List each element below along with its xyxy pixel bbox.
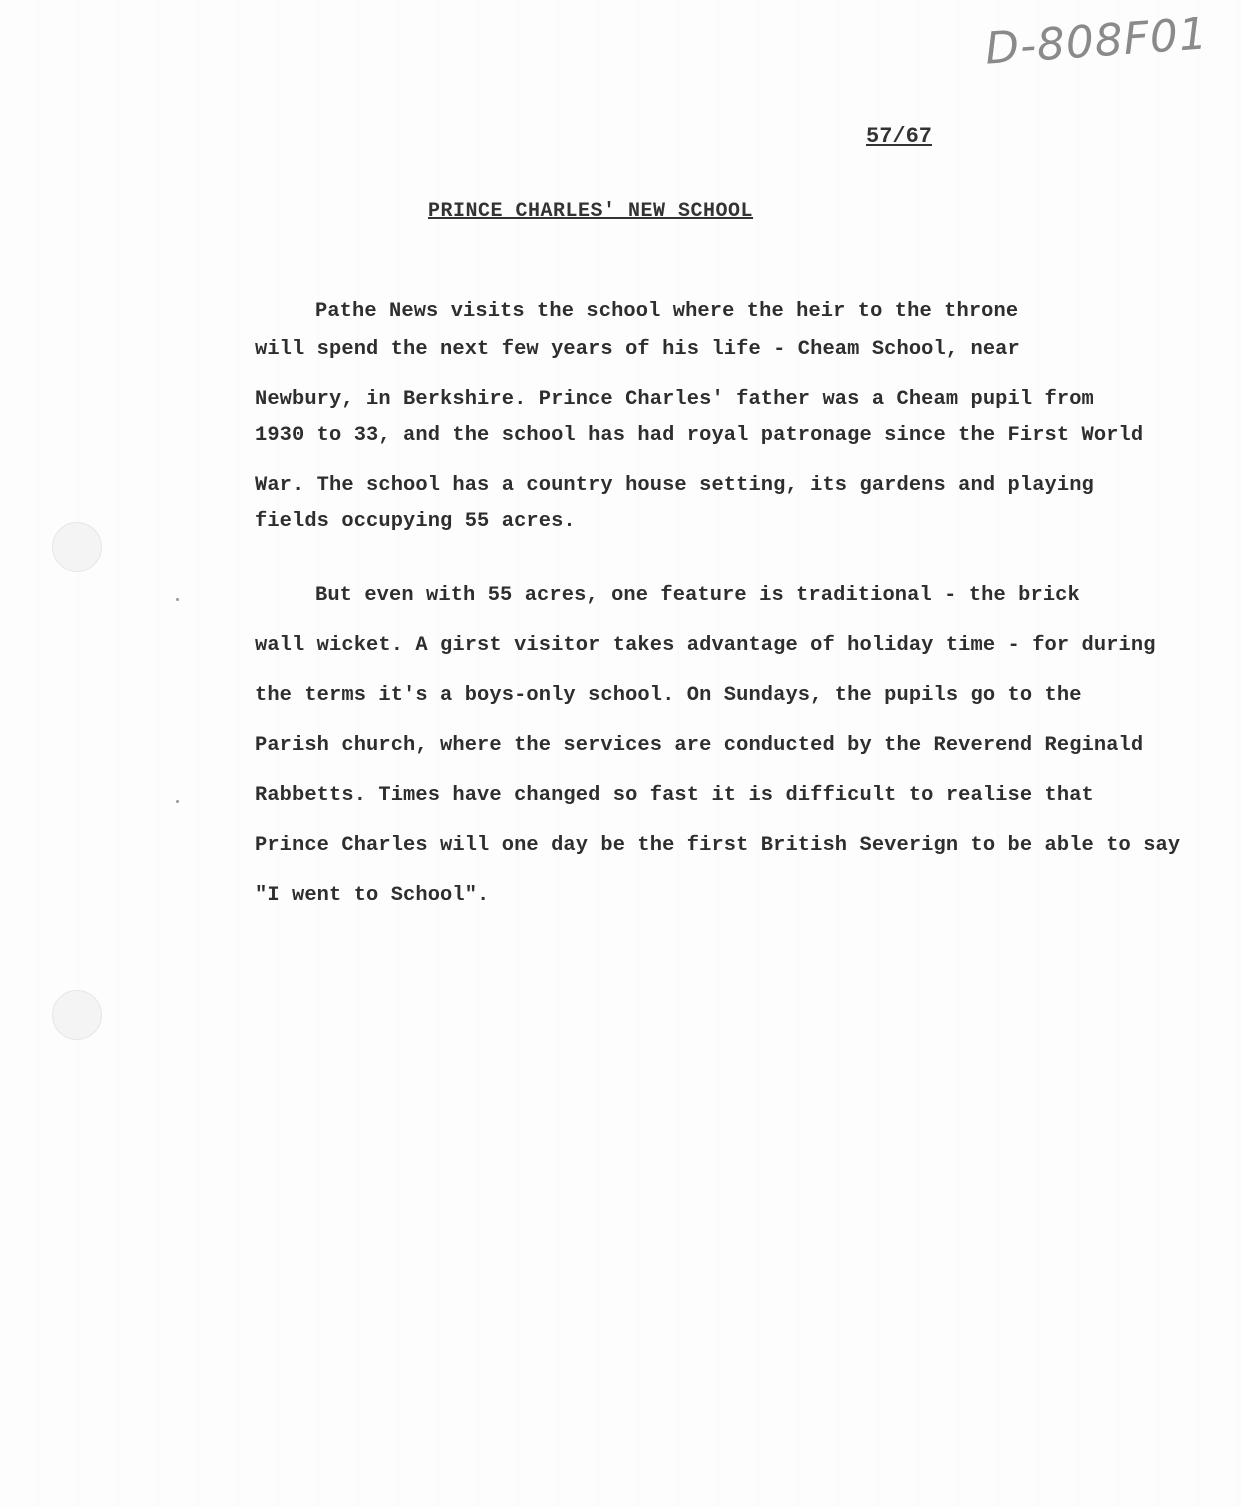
paragraph-line: 1930 to 33, and the school has had royal patronage since the First World xyxy=(255,424,1144,447)
paragraph-line: Newbury, in Berkshire. Prince Charles' father was a Cheam pupil from xyxy=(255,388,1094,411)
paragraph-line: wall wicket. A girst visitor takes advantage of holiday time - for during xyxy=(255,634,1156,657)
punch-hole-upper xyxy=(52,522,102,572)
paragraph-line: Pathe News visits the school where the heir to the throne xyxy=(315,300,1019,323)
paragraph-line: Rabbetts. Times have changed so fast it is difficult to realise that xyxy=(255,784,1094,807)
punch-hole-lower xyxy=(52,990,102,1040)
document-title: PRINCE CHARLES' NEW SCHOOL xyxy=(428,200,754,223)
archive-number: D-808F01 xyxy=(983,8,1210,75)
page-reference: 57/67 xyxy=(866,124,933,149)
paragraph-line: fields occupying 55 acres. xyxy=(255,510,576,533)
paragraph-line: the terms it's a boys-only school. On Sundays, the pupils go to the xyxy=(255,684,1082,707)
paragraph-line: "I went to School". xyxy=(255,884,490,907)
paragraph-line: But even with 55 acres, one feature is traditional - the brick xyxy=(315,584,1080,607)
margin-speck xyxy=(176,598,179,601)
margin-speck xyxy=(176,800,179,803)
paragraph-line: Prince Charles will one day be the first British Severign to be able to say xyxy=(255,834,1181,857)
paragraph-line: will spend the next few years of his life - Cheam School, near xyxy=(255,338,1020,361)
paragraph-line: War. The school has a country house setting, its gardens and playing xyxy=(255,474,1094,497)
paragraph-line: Parish church, where the services are conducted by the Reverend Reginald xyxy=(255,734,1144,757)
